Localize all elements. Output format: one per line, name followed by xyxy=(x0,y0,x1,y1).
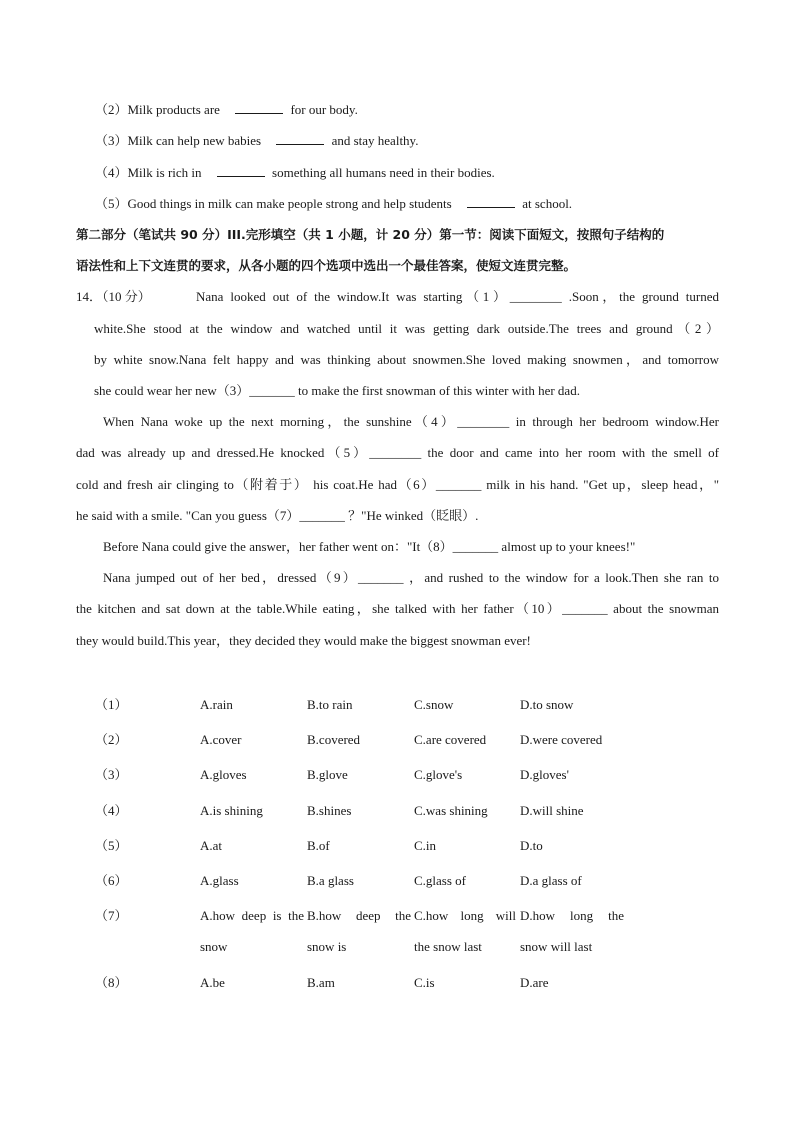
option-number: （8） xyxy=(95,975,128,990)
option-b[interactable]: B.shines xyxy=(307,803,352,818)
passage-line: When Nana woke up the next morning，the sunshine（4）________ in through her bedroom window.Her xyxy=(103,414,719,429)
passage-line: by white snow.Nana felt happy and was thinking about snowmen.She loved making snowmen，and tomorrow xyxy=(94,352,719,367)
passage-line: he said with a smile. "Can you guess（7）_______ ？"He winked（眨眼）. xyxy=(76,508,479,523)
question-text: （4）Milk is rich in xyxy=(95,165,202,180)
option-b[interactable]: B.of xyxy=(307,838,330,853)
option-d[interactable]: D.a glass of xyxy=(520,873,582,888)
option-b[interactable]: B.glove xyxy=(307,767,348,782)
passage-line: the kitchen and sat down at the table.While eating，she talked with her father（10）_______ about the snowman xyxy=(76,601,719,616)
option-c[interactable]: C.in xyxy=(414,838,437,853)
answer-blank xyxy=(276,132,324,145)
passage-line: white.She stood at the window and watched until it was getting dark outside.The trees and ground（2） xyxy=(94,321,719,336)
option-number: （6） xyxy=(95,873,128,888)
option-number: （5） xyxy=(95,838,128,853)
answer-blank xyxy=(235,101,283,114)
option-a[interactable]: A.cover xyxy=(200,732,242,747)
option-number: （3） xyxy=(95,767,128,782)
option-a[interactable]: A.at xyxy=(200,838,223,853)
question-text: and stay healthy. xyxy=(331,133,419,148)
question-number: 14．（10 分） xyxy=(76,289,151,304)
question-line-3 xyxy=(95,132,418,150)
question-text: something all humans need in their bodies. xyxy=(272,165,495,180)
option-d[interactable]: D.to snow xyxy=(520,697,574,712)
option-d[interactable]: D.are xyxy=(520,975,549,990)
option-a[interactable]: A.rain xyxy=(200,697,233,712)
option-c[interactable]: C.glass of xyxy=(414,873,466,888)
option-c[interactable]: C.is xyxy=(414,975,435,990)
question-line-4 xyxy=(95,164,495,182)
option-a[interactable]: A.is shining xyxy=(200,803,263,818)
option-number: （2） xyxy=(95,732,128,747)
option-d[interactable]: D.to xyxy=(520,838,543,853)
option-d[interactable]: D.gloves' xyxy=(520,767,569,782)
option-number: （1） xyxy=(95,697,128,712)
passage-line: Before Nana could give the answer，her father went on："It（8）_______ almost up to your knees!" xyxy=(103,539,636,554)
passage-line: dad was already up and dressed.He knocked（5）________ the door and came into her room with the smell of xyxy=(76,445,719,460)
passage-line: she could wear her new（3）_______ to make the first snowman of this winter with her dad. xyxy=(94,383,580,398)
passage-line: Nana jumped out of her bed，dressed（9）_______ ，and rushed to the window for a look.Then she ran to xyxy=(103,570,719,585)
question-text: （2）Milk products are xyxy=(95,102,220,117)
passage-line: Nana looked out of the window.It was starting（1）________ .Soon，the ground turned xyxy=(196,289,719,304)
answer-blank xyxy=(217,164,265,177)
passage-line: cold and fresh air clinging to（附着于） his coat.He had（6）_______ milk in his hand. "Get up，sleep head，" xyxy=(76,477,719,492)
option-number: （7） xyxy=(95,908,128,923)
option-b[interactable]: B.to rain xyxy=(307,697,353,712)
option-c[interactable]: C.are covered xyxy=(414,732,487,747)
option-a[interactable]: A.how deep is the snow xyxy=(200,908,304,954)
section-header-line-2: 语法性和上下文连贯的要求，从各小题的四个选项中选出一个最佳答案，使短文连贯完整。 xyxy=(76,258,577,273)
question-line-2 xyxy=(95,101,358,119)
option-b[interactable]: B.am xyxy=(307,975,335,990)
option-b[interactable]: B.covered xyxy=(307,732,361,747)
option-b[interactable]: B.how deep the snow is xyxy=(307,908,411,954)
question-text: at school. xyxy=(522,196,573,211)
option-a[interactable]: A.gloves xyxy=(200,767,247,782)
option-b[interactable]: B.a glass xyxy=(307,873,354,888)
answer-blank xyxy=(467,195,515,208)
option-d[interactable]: D.how long the snow will last xyxy=(520,908,624,954)
option-a[interactable]: A.be xyxy=(200,975,225,990)
option-c[interactable]: C.was shining xyxy=(414,803,488,818)
option-a[interactable]: A.glass xyxy=(200,873,239,888)
question-line-5 xyxy=(95,195,572,213)
option-c[interactable]: C.how long will the snow last xyxy=(414,908,516,954)
option-c[interactable]: C.snow xyxy=(414,697,454,712)
option-d[interactable]: D.will shine xyxy=(520,803,584,818)
option-c[interactable]: C.glove's xyxy=(414,767,463,782)
section-header-line-1: 第二部分（笔试共 90 分）III.完形填空（共 1 小题，计 20 分）第一节：阅读下面短文，按照句子结构的 xyxy=(76,227,665,242)
question-text: for our body. xyxy=(290,102,358,117)
question-text: （5）Good things in milk can make people strong and help students xyxy=(95,196,452,211)
passage-line: they would build.This year，they decided they would make the biggest snowman ever! xyxy=(76,633,531,648)
question-text: （3）Milk can help new babies xyxy=(95,133,262,148)
option-number: （4） xyxy=(95,803,128,818)
option-d[interactable]: D.were covered xyxy=(520,732,603,747)
